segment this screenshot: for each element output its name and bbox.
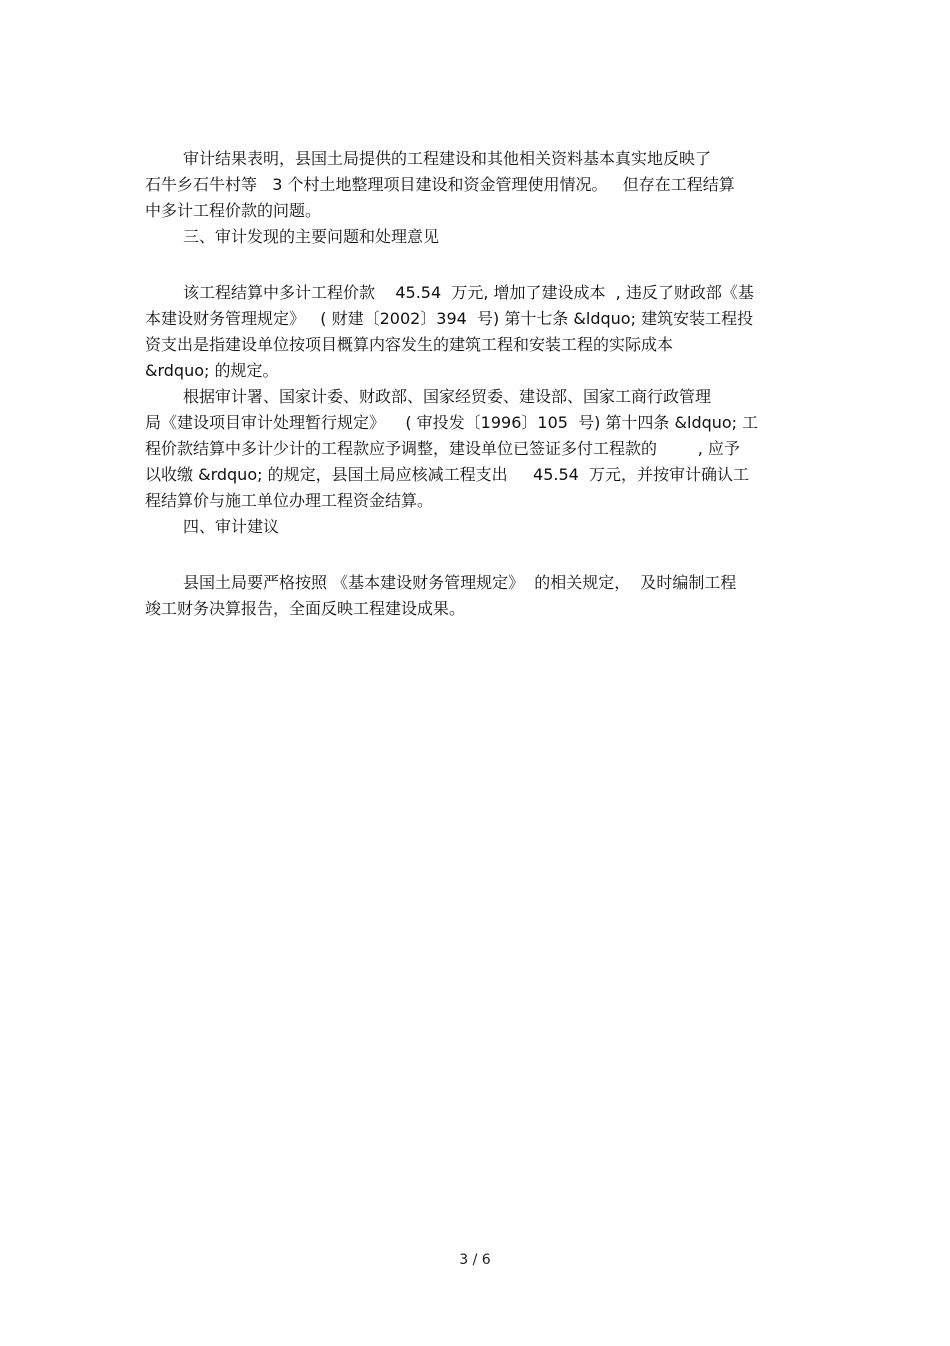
text-line: 该工程结算中多计工程价款 45.54 万元, 增加了建设成本 , 违反了财政部《基 [183, 283, 754, 302]
spacer [145, 540, 805, 570]
spacer [145, 250, 805, 280]
text-line: 中多计工程价款的问题。 [145, 201, 322, 220]
paragraph-audit-result [145, 146, 805, 224]
text-line: 局《建设项目审计处理暂行规定》 ( 审投发〔1996〕105 号) 第十四条 &ldquo; 工 [145, 413, 759, 432]
text-line: 本建设财务管理规定》 ( 财建〔2002〕394 号) 第十七条 &ldquo; 建筑安装工程投 [145, 309, 754, 328]
text-line: 程结算价与施工单位办理工程资金结算。 [145, 491, 434, 510]
text-line: 程价款结算中多计少计的工程款应予调整，建设单位已签证多付工程款的 , 应予 [145, 439, 740, 458]
paragraph-handling-opinion [145, 384, 805, 514]
text-line: 资支出是指建设单位按项目概算内容发生的建筑工程和安装工程的实际成本 [145, 335, 674, 354]
section-heading-main-issues: 三、审计发现的主要问题和处理意见 [183, 227, 440, 246]
text-line: &rdquo; 的规定。 [145, 361, 279, 380]
paragraph-suggestion [145, 570, 805, 622]
text-line: 县国土局要严格按照 《基本建设财务管理规定》 的相关规定， 及时编制工程 [183, 573, 737, 592]
document-body [145, 146, 805, 622]
text-line: 审计结果表明，县国土局提供的工程建设和其他相关资料基本真实地反映了 [183, 149, 712, 168]
page-number: 3 / 6 [459, 1252, 491, 1268]
text-line: 以收缴 &rdquo; 的规定，县国土局应核减工程支出 45.54 万元，并按审计确认工 [145, 465, 749, 484]
text-line: 根据审计署、国家计委、财政部、国家经贸委、建设部、国家工商行政管理 [183, 387, 712, 406]
paragraph-overcharge [145, 280, 805, 384]
text-line: 竣工财务决算报告，全面反映工程建设成果。 [145, 599, 466, 618]
text-line: 石牛乡石牛村等 3 个村土地整理项目建设和资金管理使用情况。 但存在工程结算 [145, 175, 735, 194]
section-heading-audit-suggestions: 四、审计建议 [183, 517, 280, 536]
